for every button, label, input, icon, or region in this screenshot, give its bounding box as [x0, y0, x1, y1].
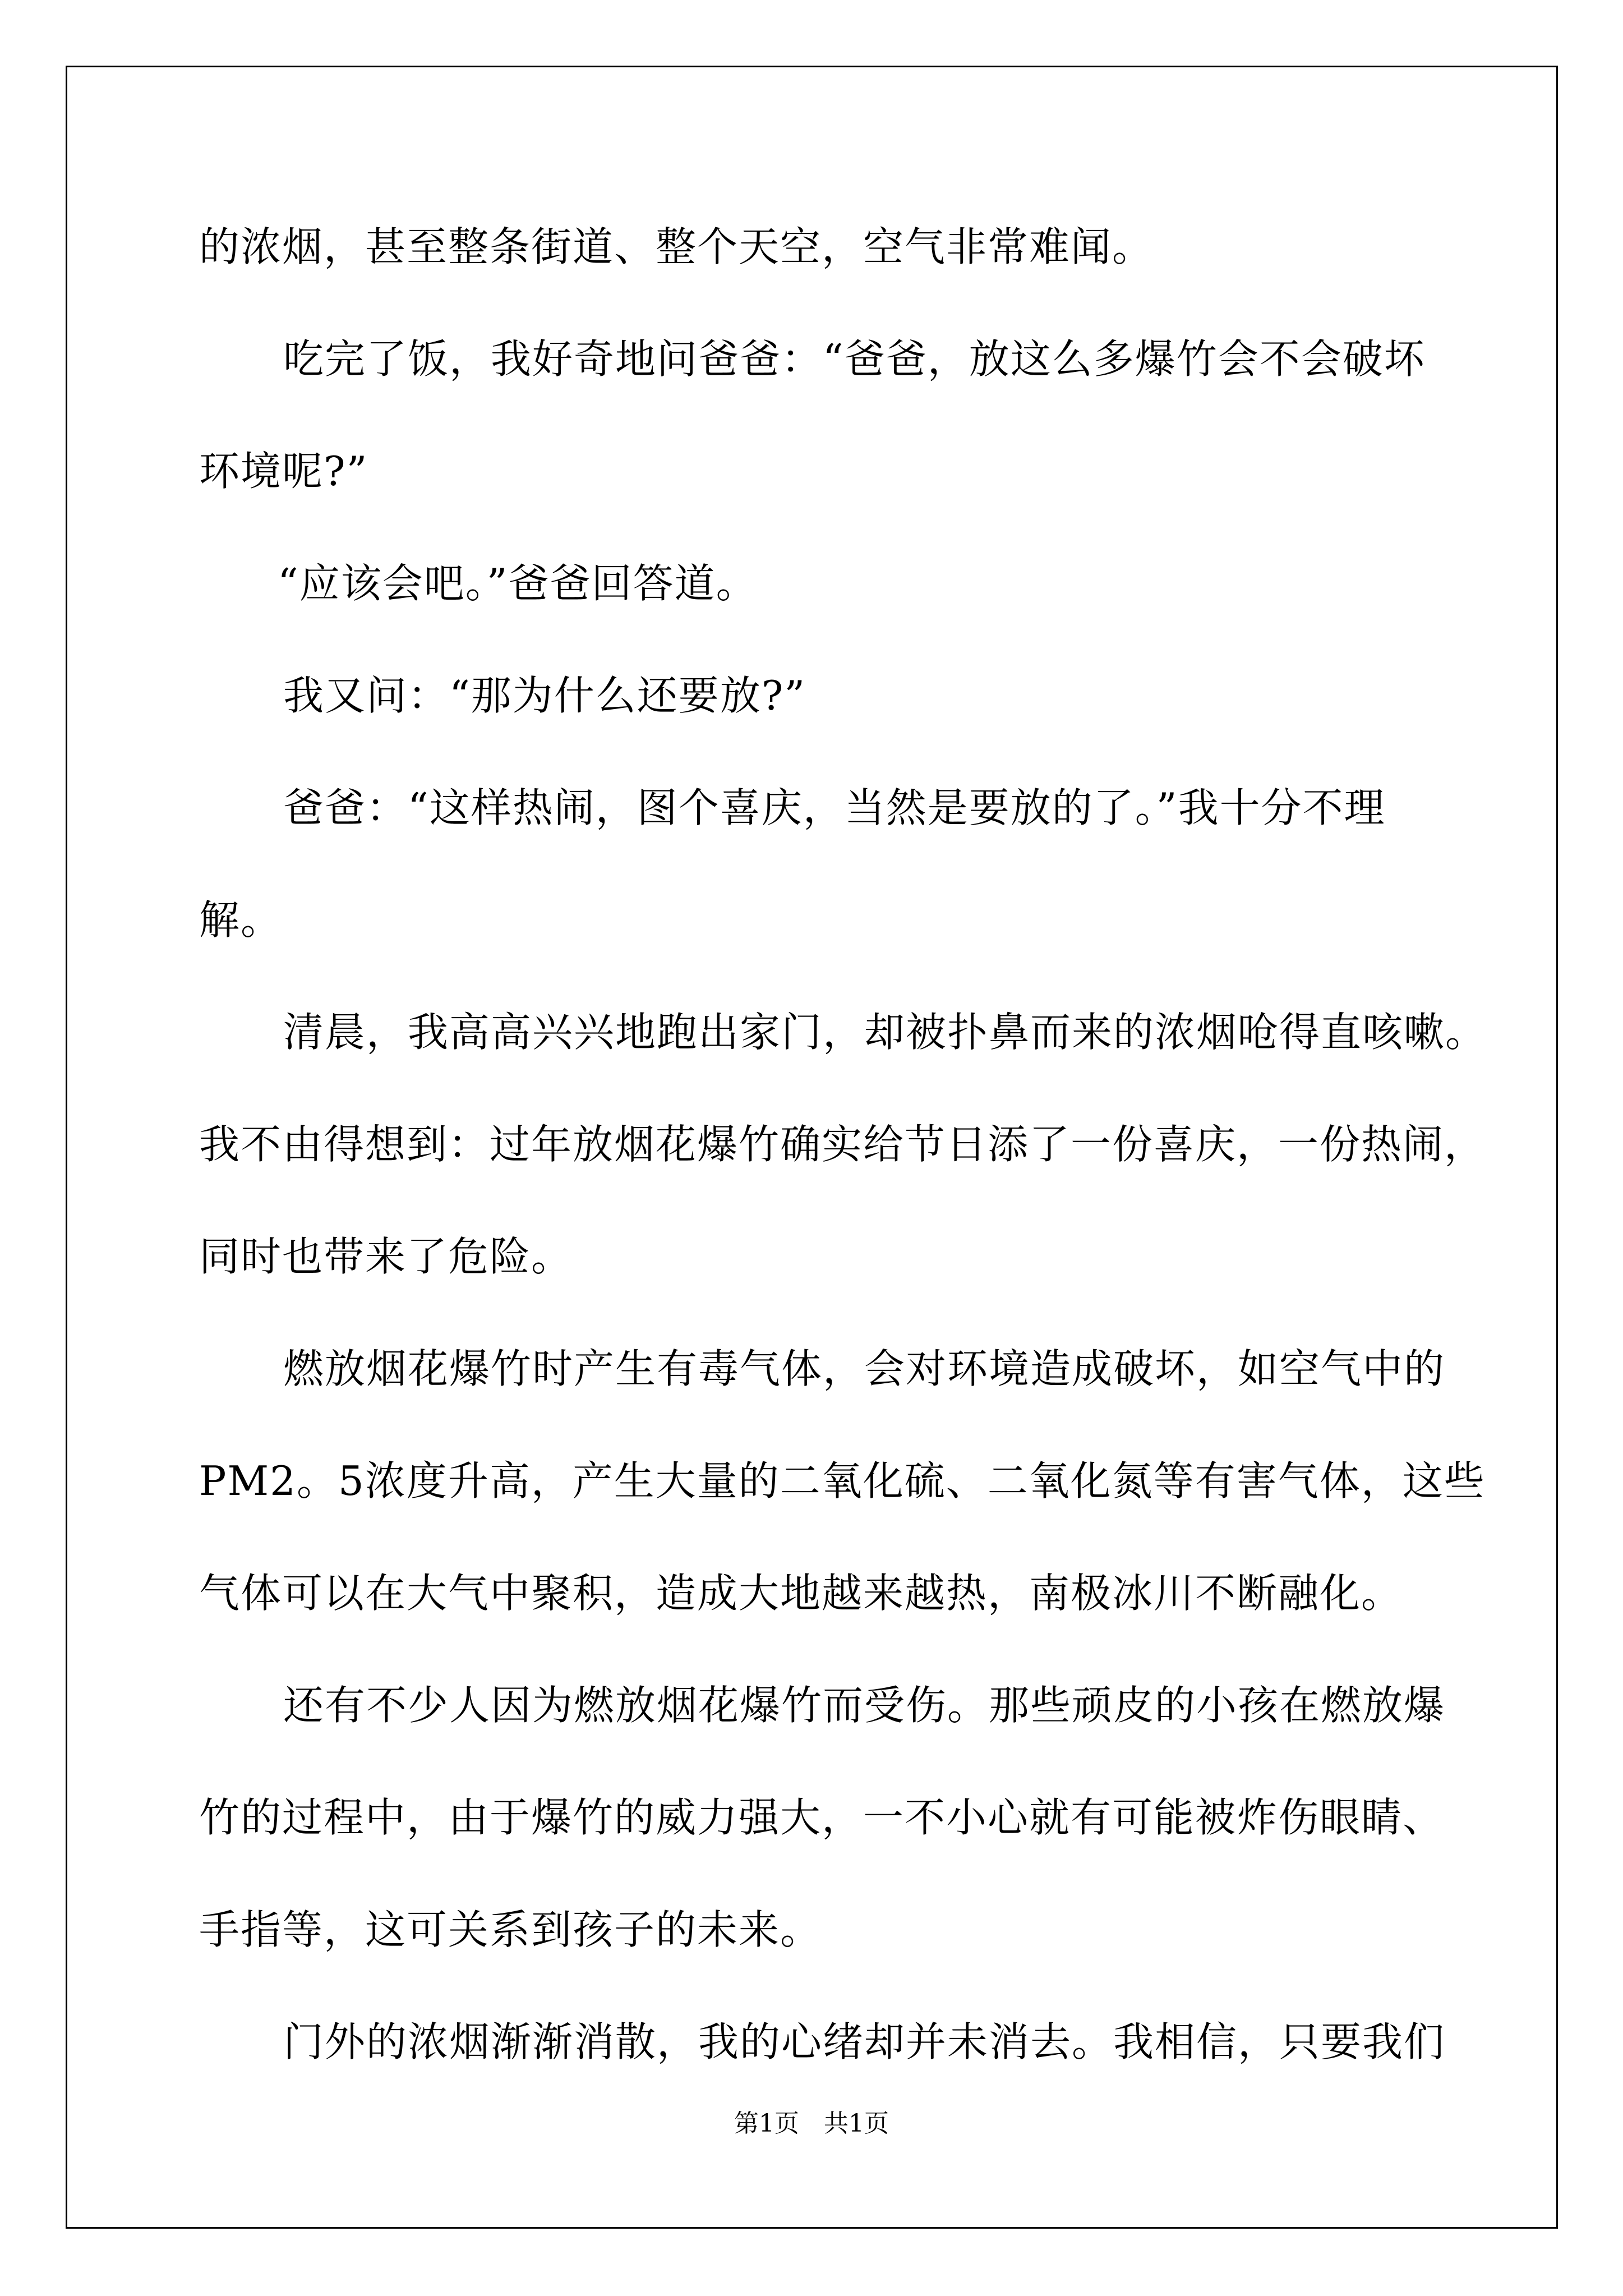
text-line: 我又问：“那为什么还要放?” [283, 672, 806, 719]
text-line: 气体可以在大气中聚积，造成大地越来越热，南极冰川不断融化。 [199, 1570, 1403, 1617]
text-line: 还有不少人因为燃放烟花爆竹而受伤。那些顽皮的小孩在燃放爆 [283, 1682, 1446, 1729]
text-line: 我不由得想到：过年放烟花爆竹确实给节日添了一份喜庆，一份热闹， [199, 1121, 1486, 1168]
text-line: 环境呢?” [199, 448, 368, 495]
text-line: “应该会吧。”爸爸回答道。 [278, 560, 758, 607]
text-line: 燃放烟花爆竹时产生有毒气体，会对环境造成破坏，如空气中的 [283, 1345, 1446, 1392]
text-line: 竹的过程中，由于爆竹的威力强大，一不小心就有可能被炸伤眼睛、 [199, 1794, 1445, 1841]
text-line: 爸爸：“这样热闹，图个喜庆，当然是要放的了。”我十分不理 [283, 784, 1386, 831]
text-line: 吃完了饭，我好奇地问爸爸：“爸爸，放这么多爆竹会不会破坏 [283, 335, 1426, 383]
page-number-footer: 第1页 共1页 [734, 2109, 889, 2138]
text-line: 的浓烟，甚至整条街道、整个天空，空气非常难闻。 [199, 223, 1154, 270]
text-line: 解。 [199, 896, 283, 944]
text-line: 清晨，我高高兴兴地跑出家门，却被扑鼻而来的浓烟呛得直咳嗽。 [283, 1009, 1487, 1056]
text-line: 手指等，这可关系到孩子的未来。 [199, 1906, 822, 1953]
text-line: 同时也带来了危险。 [199, 1233, 573, 1280]
text-line: PM2。5浓度升高，产生大量的二氧化硫、二氧化氮等有害气体，这些 [199, 1457, 1486, 1504]
text-line: 门外的浓烟渐渐消散，我的心绪却并未消去。我相信，只要我们 [283, 2018, 1446, 2065]
